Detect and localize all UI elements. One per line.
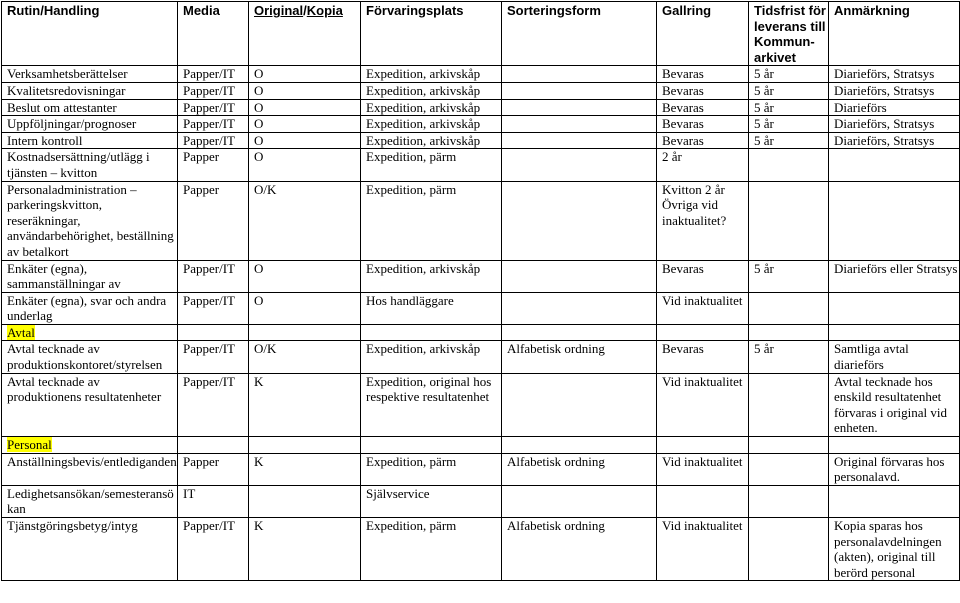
- table-cell: Diarieförs, Stratsys: [829, 116, 960, 133]
- table-cell: 2 år: [657, 149, 749, 181]
- table-cell: IT: [178, 485, 249, 517]
- table-cell: Enkäter (egna), sammanställningar av: [2, 260, 178, 292]
- table-cell: Papper/IT: [178, 373, 249, 436]
- table-cell: Vid inaktualitet: [657, 373, 749, 436]
- table-cell: [502, 149, 657, 181]
- section-row: [2, 324, 960, 341]
- table-cell: [502, 66, 657, 83]
- table-row: [2, 453, 960, 485]
- table-cell: Expedition, arkivskåp: [361, 341, 502, 373]
- table-cell: Papper/IT: [178, 341, 249, 373]
- table-cell: Alfabetisk ordning: [502, 453, 657, 485]
- table-cell: Beslut om attestanter: [2, 99, 178, 116]
- header-row: [2, 2, 960, 66]
- table-cell: Hos handläggare: [361, 292, 502, 324]
- table-cell: Expedition, original hos respektive resultatenhet: [361, 373, 502, 436]
- table-cell: [502, 132, 657, 149]
- table-cell: [502, 99, 657, 116]
- table-cell: Papper/IT: [178, 82, 249, 99]
- table-row: [2, 132, 960, 149]
- table-cell: [749, 292, 829, 324]
- table-cell: 5 år: [749, 341, 829, 373]
- table-cell: Expedition, arkivskåp: [361, 132, 502, 149]
- col-header-forvaringsplats: Förvaringsplats: [361, 2, 502, 66]
- table-cell: [657, 485, 749, 517]
- table-cell: [178, 437, 249, 454]
- original-label: Original: [254, 3, 304, 18]
- table-cell: Expedition, arkivskåp: [361, 116, 502, 133]
- table-cell: Papper/IT: [178, 260, 249, 292]
- table-cell: [749, 373, 829, 436]
- table-cell: Expedition, arkivskåp: [361, 66, 502, 83]
- table-cell: Kostnadsersättning/utlägg i tjänsten – kvitton: [2, 149, 178, 181]
- table-cell: Självservice: [361, 485, 502, 517]
- table-cell: Avtal tecknade hos enskild resultatenhet förvaras i original vid enheten.: [829, 373, 960, 436]
- table-cell: [749, 324, 829, 341]
- table-cell: Vid inaktualitet: [657, 292, 749, 324]
- table-cell: Alfabetisk ordning: [502, 341, 657, 373]
- table-cell: Papper/IT: [178, 116, 249, 133]
- table-cell: Samtliga avtal diarieförs: [829, 341, 960, 373]
- table-cell: Ledighetsansökan/semesteransökan: [2, 485, 178, 517]
- table-cell: Papper: [178, 181, 249, 260]
- table-cell: K: [249, 518, 361, 581]
- table-cell: O: [249, 149, 361, 181]
- table-cell: [361, 324, 502, 341]
- table-cell: O: [249, 66, 361, 83]
- table-cell: Papper/IT: [178, 292, 249, 324]
- table-cell: Papper: [178, 149, 249, 181]
- table-cell: Bevaras: [657, 341, 749, 373]
- table-cell: O: [249, 116, 361, 133]
- table-cell: Tjänstgöringsbetyg/intyg: [2, 518, 178, 581]
- table-cell: [361, 437, 502, 454]
- table-cell: [657, 437, 749, 454]
- table-cell: Diarieförs, Stratsys: [829, 82, 960, 99]
- section-heading: Personal: [7, 437, 52, 453]
- table-cell: O/K: [249, 341, 361, 373]
- table-row: [2, 341, 960, 373]
- table-cell: Vid inaktualitet: [657, 518, 749, 581]
- table-cell: Verksamhetsberättelser: [2, 66, 178, 83]
- table-cell: [749, 518, 829, 581]
- table-cell: [829, 292, 960, 324]
- table-cell: Intern kontroll: [2, 132, 178, 149]
- table-cell: K: [249, 453, 361, 485]
- table-cell: Diarieförs eller Stratsys: [829, 260, 960, 292]
- records-table: [1, 1, 960, 581]
- table-cell: Expedition, pärm: [361, 453, 502, 485]
- table-cell: [502, 116, 657, 133]
- table-cell: Uppföljningar/prognoser: [2, 116, 178, 133]
- table-cell: O: [249, 292, 361, 324]
- table-cell: O: [249, 260, 361, 292]
- table-cell: O: [249, 99, 361, 116]
- table-cell: Papper/IT: [178, 518, 249, 581]
- table-cell: 5 år: [749, 82, 829, 99]
- table-cell: Bevaras: [657, 99, 749, 116]
- col-header-media: Media: [178, 2, 249, 66]
- section-heading: Avtal: [7, 324, 35, 340]
- table-row: [2, 82, 960, 99]
- table-cell: Papper/IT: [178, 99, 249, 116]
- table-cell: Kvalitetsredovisningar: [2, 82, 178, 99]
- table-cell: [829, 485, 960, 517]
- table-cell: Avtal tecknade av produktionens resultatenheter: [2, 373, 178, 436]
- col-header-original-kopia: [249, 2, 361, 66]
- table-row: [2, 116, 960, 133]
- col-header-sorteringsform: Sorteringsform: [502, 2, 657, 66]
- table-body: [2, 66, 960, 581]
- table-cell: [749, 149, 829, 181]
- table-cell: O: [249, 132, 361, 149]
- col-header-tidsfrist: Tidsfrist för leverans till Kommun-arkivet: [749, 2, 829, 66]
- table-row: [2, 260, 960, 292]
- col-header-anmarkning: Anmärkning: [829, 2, 960, 66]
- table-cell: Bevaras: [657, 116, 749, 133]
- section-cell: [2, 437, 178, 454]
- table-cell: [502, 260, 657, 292]
- table-cell: Personaladministration – parkeringskvitton, reseräkningar, användarbehörighet, beställning av betalkort: [2, 181, 178, 260]
- table-row: [2, 518, 960, 581]
- table-cell: [249, 324, 361, 341]
- table-row: [2, 66, 960, 83]
- table-cell: [502, 292, 657, 324]
- table-cell: Expedition, arkivskåp: [361, 260, 502, 292]
- table-cell: [749, 181, 829, 260]
- table-cell: Expedition, pärm: [361, 518, 502, 581]
- table-cell: [829, 181, 960, 260]
- table-cell: Original förvaras hos personalavd.: [829, 453, 960, 485]
- table-cell: Papper/IT: [178, 66, 249, 83]
- kopia-label: Kopia: [306, 3, 343, 18]
- table-cell: 5 år: [749, 66, 829, 83]
- separator: /: [303, 3, 307, 18]
- table-row: [2, 149, 960, 181]
- table-cell: [502, 437, 657, 454]
- table-cell: [749, 453, 829, 485]
- table-cell: O/K: [249, 181, 361, 260]
- table-cell: [502, 181, 657, 260]
- table-cell: 5 år: [749, 116, 829, 133]
- table-cell: Papper/IT: [178, 132, 249, 149]
- table-cell: Expedition, arkivskåp: [361, 99, 502, 116]
- table-cell: Diarieförs: [829, 99, 960, 116]
- section-cell: [2, 324, 178, 341]
- table-cell: Bevaras: [657, 132, 749, 149]
- table-cell: [178, 324, 249, 341]
- table-cell: K: [249, 373, 361, 436]
- table-row: [2, 485, 960, 517]
- table-cell: 5 år: [749, 260, 829, 292]
- table-cell: Kopia sparas hos personalavdelningen (akten), original till berörd personal: [829, 518, 960, 581]
- table-cell: Expedition, pärm: [361, 149, 502, 181]
- table-cell: [829, 324, 960, 341]
- table-cell: Bevaras: [657, 82, 749, 99]
- table-cell: Bevaras: [657, 66, 749, 83]
- table-cell: Diarieförs, Stratsys: [829, 132, 960, 149]
- table-cell: [249, 485, 361, 517]
- table-cell: [657, 324, 749, 341]
- table-cell: 5 år: [749, 99, 829, 116]
- table-cell: [502, 485, 657, 517]
- table-cell: Alfabetisk ordning: [502, 518, 657, 581]
- section-row: [2, 437, 960, 454]
- table-cell: [749, 437, 829, 454]
- table-cell: O: [249, 82, 361, 99]
- table-cell: [502, 373, 657, 436]
- table-cell: Diarieförs, Stratsys: [829, 66, 960, 83]
- table-cell: Bevaras: [657, 260, 749, 292]
- table-cell: Kvitton 2 år Övriga vid inaktualitet?: [657, 181, 749, 260]
- table-cell: [249, 437, 361, 454]
- table-cell: Avtal tecknade av produktionskontoret/styrelsen: [2, 341, 178, 373]
- col-header-rutin: Rutin/Handling: [2, 2, 178, 66]
- table-cell: Anställningsbevis/entlediganden: [2, 453, 178, 485]
- table-cell: [502, 324, 657, 341]
- table-row: [2, 181, 960, 260]
- table-cell: Vid inaktualitet: [657, 453, 749, 485]
- col-header-gallring: Gallring: [657, 2, 749, 66]
- table-cell: [829, 437, 960, 454]
- table-row: [2, 373, 960, 436]
- table-cell: [829, 149, 960, 181]
- table-row: [2, 292, 960, 324]
- table-cell: [749, 485, 829, 517]
- table-cell: Expedition, pärm: [361, 181, 502, 260]
- table-cell: [502, 82, 657, 99]
- table-row: [2, 99, 960, 116]
- table-cell: Enkäter (egna), svar och andra underlag: [2, 292, 178, 324]
- table-cell: Expedition, arkivskåp: [361, 82, 502, 99]
- table-cell: Papper: [178, 453, 249, 485]
- table-cell: 5 år: [749, 132, 829, 149]
